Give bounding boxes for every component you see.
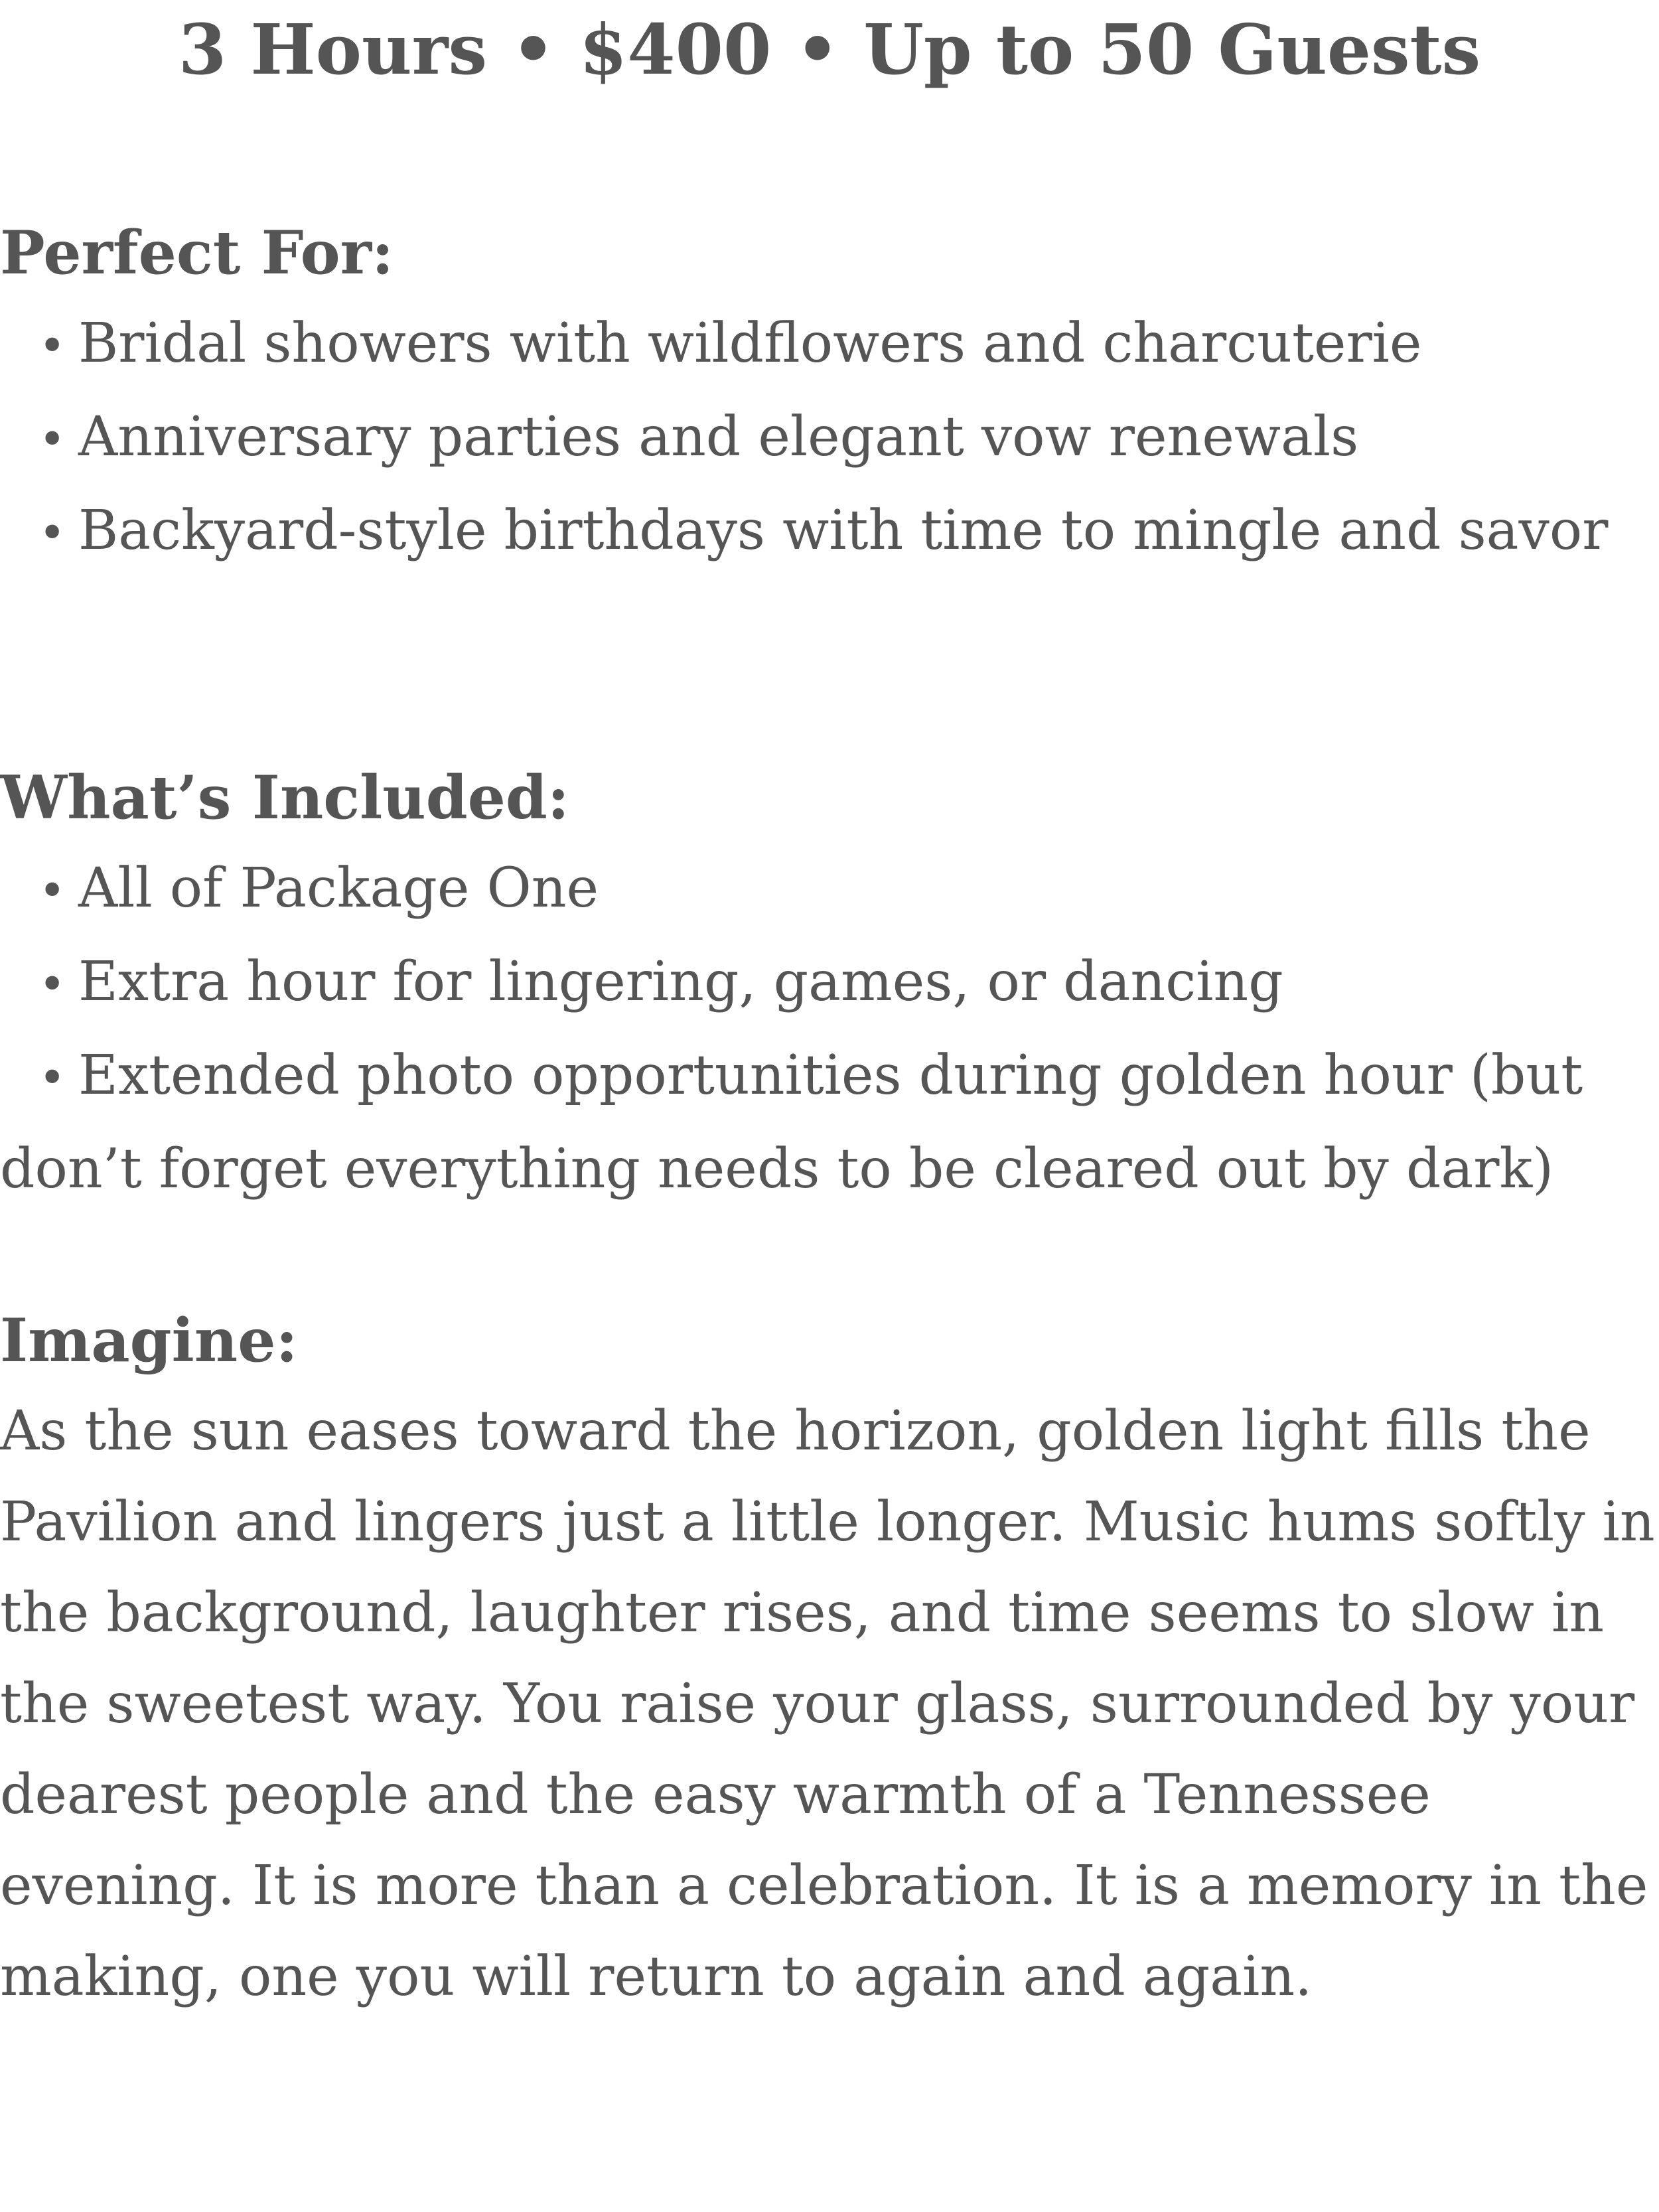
whats-included-list [0,843,1659,1215]
list-item [0,936,1659,1030]
bullet-icon: • [38,412,66,467]
list-item [0,843,1659,936]
list-item [0,485,1659,579]
whats-included-title: What’s Included: [0,763,570,833]
bullet-icon: • [38,1051,66,1105]
list-item-text: Bridal showers with wildflowers and charcuterie [78,312,1422,375]
bullet-icon: • [38,863,66,918]
bullet-icon: • [38,506,66,560]
list-item-text: Extended photo opportunities during golden hour (but don’t forget everything needs to be cleared out by dark) [0,1044,1583,1201]
imagine-title: Imagine: [0,1305,298,1376]
bullet-icon: • [38,957,66,1011]
perfect-for-title: Perfect For: [0,218,394,288]
perfect-for-section [0,208,1659,579]
list-item [0,1030,1659,1215]
bullet-icon: • [38,319,66,373]
list-item [0,392,1659,485]
list-item-text: Anniversary parties and elegant vow renewals [78,406,1359,469]
list-item [0,298,1659,392]
perfect-for-list [0,298,1659,579]
list-item-text: Backyard-style birthdays with time to mingle and savor [78,499,1609,562]
whats-included-section [0,753,1659,1215]
package-headline: 3 Hours • $400 • Up to 50 Guests [178,9,1481,90]
list-item-text: All of Package One [78,857,599,920]
imagine-section [0,1295,1659,2022]
imagine-paragraph: As the sun eases toward the horizon, golden light fills the Pavilion and lingers just a little longer. Music hums softly in the background, laughter rises, and time seems to slow in the sweetest way. You raise your glass, surrounded by your dearest people and the easy warmth of a Tennessee evening. It is more than a celebration. It is a memory in the making, one you will return to again and again. [0,1400,1655,2008]
list-item-text: Extra hour for lingering, games, or dancing [78,950,1283,1013]
